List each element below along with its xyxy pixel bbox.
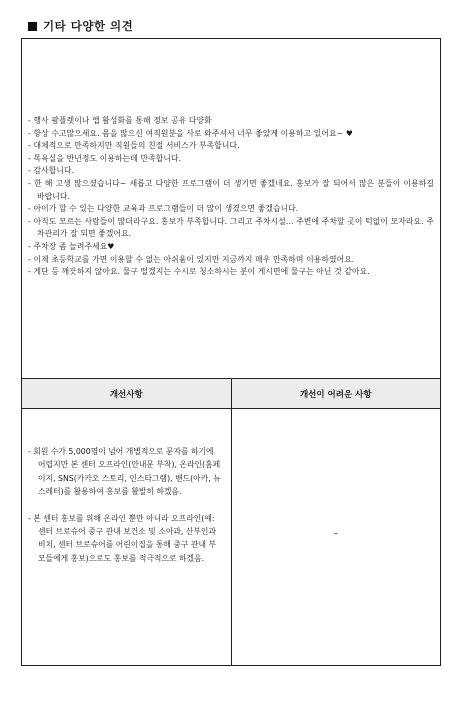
list-item: - 행사 팜플렛이나 앱 활성화를 통해 정보 공유 다양화 [28, 115, 434, 128]
list-item: - 아이가 할 수 있는 다양한 교육과 프로그램들이 더 많이 생겼으면 좋겠습니다. [28, 203, 434, 216]
difficult-value: – [333, 529, 338, 539]
list-item: - 대체적으로 만족하지만 직원들의 친절 서비스가 부족합니다. [28, 140, 434, 153]
improvements-list [22, 445, 231, 565]
list-item: - 게단 등 깨끗하지 않아요. 물구 떨겠지는 수시로 청소하시는 분이 게시면에 물구는 아닌 것 같아요. [28, 266, 434, 279]
list-item: - 감사합니다. [28, 165, 434, 178]
improvements-cell [22, 409, 232, 665]
table-header [22, 379, 440, 409]
square-bullet-icon [28, 22, 37, 31]
opinion-table [21, 38, 441, 666]
opinions-cell [22, 39, 440, 379]
list-item: - 주차장 좀 늘려주세요♥ [28, 241, 434, 254]
difficult-cell [232, 409, 441, 665]
section-title: 기타 다양한 의견 [43, 19, 134, 33]
list-item: - 한 해 고생 많으셨습니다~ 새롭고 다양한 프로그램이 더 생기면 좋겠네요. 홍보가 잘 되어서 많은 분들이 이용하길 바랍니다. [28, 178, 434, 203]
list-item: - 이제 초등학교를 가면 이용할 수 없는 아쉬움이 있지만 지금까지 매우 만족하며 이용하였어요. [28, 254, 434, 267]
column-header-improvements: 개선사항 [22, 379, 232, 408]
list-item: - 목욕실을 반년정도 이용하는데 만족합니다. [28, 153, 434, 166]
list-item: - 아직도 모르는 사람들이 많더라구요. 홍보가 부족합니다. 그리고 주차시설... 주변에 주차할 곳이 턱없이 모자라요. 주차관리가 잘 되면 좋겠어요. [28, 216, 434, 241]
table-body [22, 409, 440, 665]
column-header-difficult: 개선이 어려운 사항 [299, 389, 372, 400]
section-heading [28, 18, 133, 34]
list-item: - 항상 수고많으세요. 몸을 많으신 여직원분을 사로 와주셔서 너무 좋았게 이용하고 있어요~ ♥ [28, 128, 434, 141]
list-item: - 본 센터 홍보를 위해 온라인 뿐만 아니라 오프라인(예: 센터 브로슈어 중구 관내 보건소 및 소아과, 산부인과 비치, 센터 브로슈어를 어린이집을 통해 중구 관내 부모들에게 홍보)으로도 홍보를 적극적으로 하겠음. [28, 512, 223, 566]
opinions-list [28, 115, 434, 279]
list-item: - 회원 수가 5,000명이 넘어 개별적으로 문자를 하기에 어렵지만 본 센터 오프라인(안내문 부착), 온라인(홈페이지, SNS(카카오 스토리, 인스타그램), 밴드(아카, 뉴스레터)를 활용하여 홍보를 활발히 하겠음. [28, 445, 223, 499]
